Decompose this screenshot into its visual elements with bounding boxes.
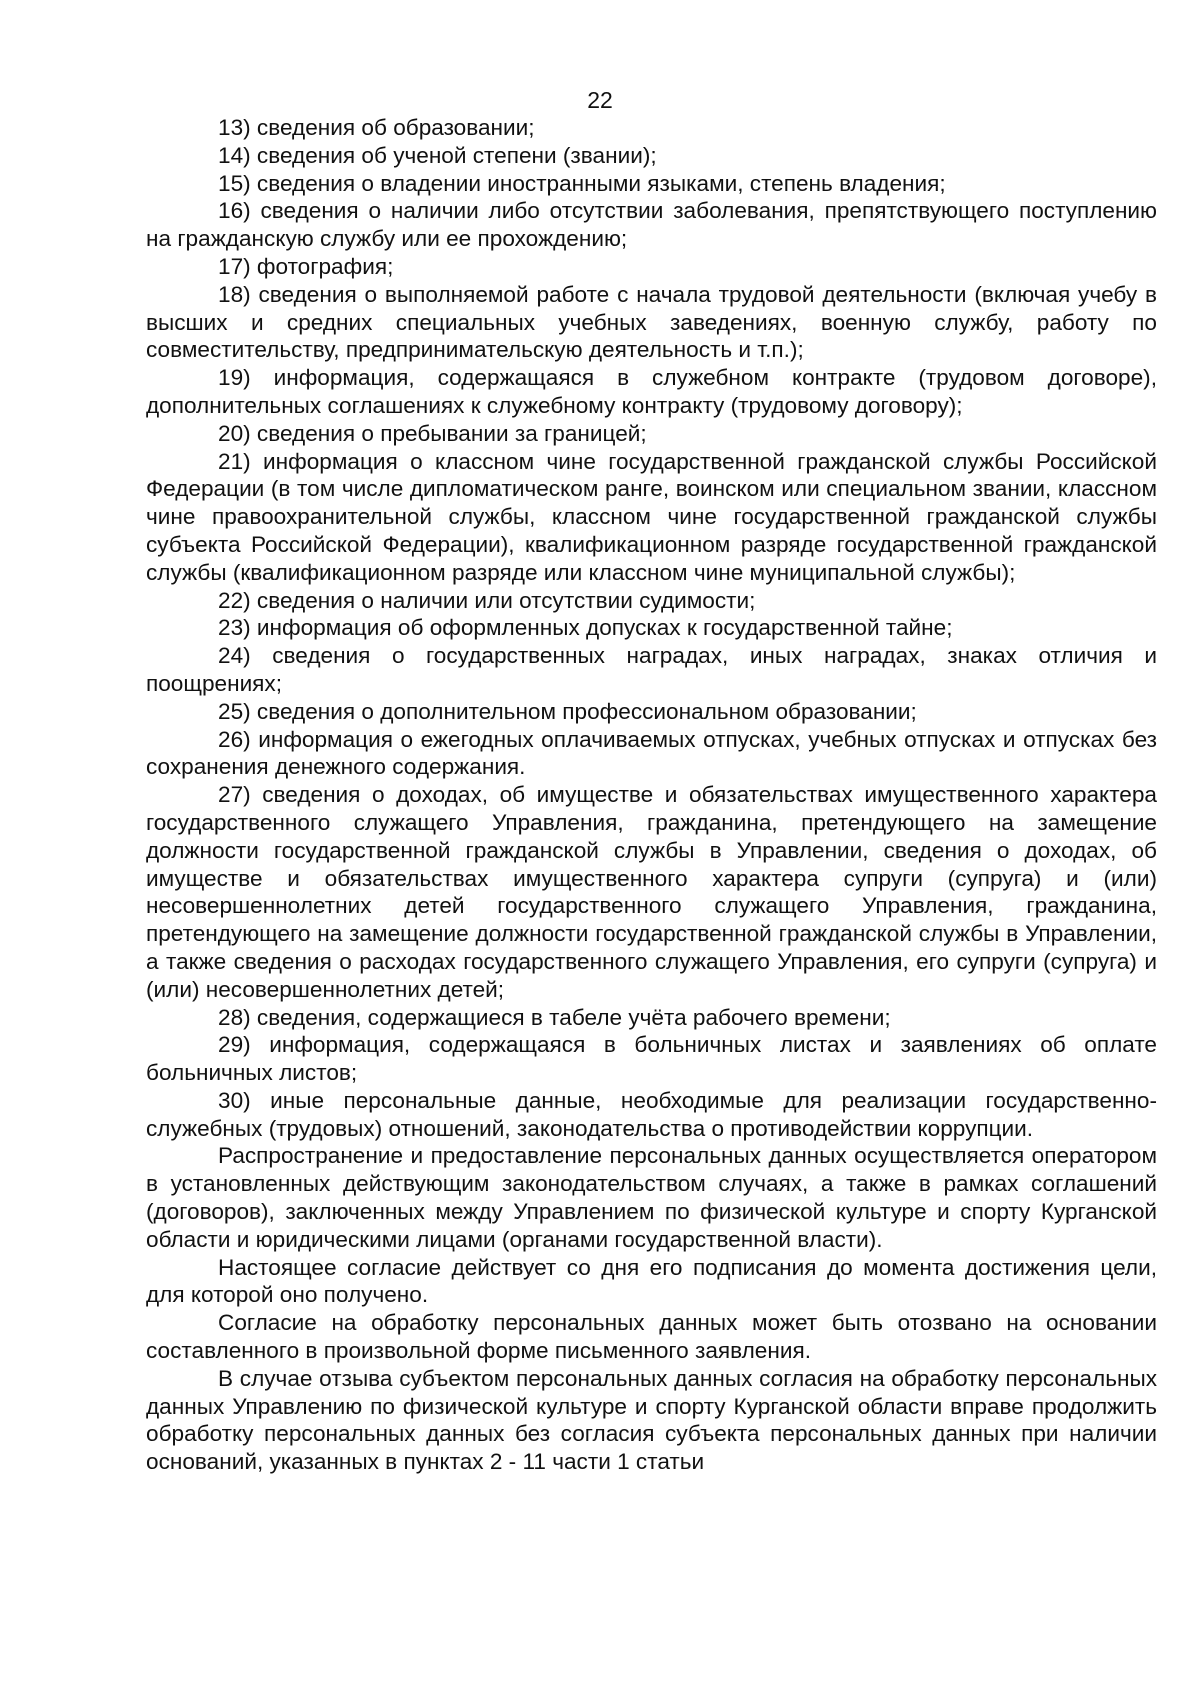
paragraph-validity: Настоящее согласие действует со дня его подписания до момента достижения цели, для которой оно получено. <box>146 1254 1157 1308</box>
list-item-27: 27) сведения о доходах, об имуществе и обязательствах имущественного характера государственного служащего Управления, гражданина, претендующего на замещение должности государственной гражданской службы в Управлении, сведения о доходах, об имуществе и обязательствах имущественного характера супруги (супруга) и (или) несовершеннолетних детей государственного служащего Управления, гражданина, претендующего на замещение должности государственной гражданской службы в Управлении, а также сведения о расходах государственного служащего Управления, его супруги (супруга) и (или) несовершеннолетних детей; <box>146 782 1157 1002</box>
page-number: 22 <box>587 87 613 113</box>
list-item-24: 24) сведения о государственных наградах, иных наградах, знаках отличия и поощрениях; <box>146 643 1157 696</box>
list-item-29: 29) информация, содержащаяся в больничных листах и заявлениях об оплате больничных листов; <box>146 1032 1157 1086</box>
list-item-20: 20) сведения о пребывании за границей; <box>218 420 647 446</box>
paragraph-distribution: Распространение и предоставление персональных данных осуществляется оператором в установленных действующим законодательством случаях, а также в рамках соглашений (договоров), заключенных между Управлением по физической культуре и спорту Курганской области и юридическими лицами (органами государственной власти). <box>146 1143 1157 1252</box>
list-item-13: 13) сведения об образовании; <box>218 115 535 140</box>
list-item-14: 14) сведения об ученой степени (звании); <box>218 142 657 168</box>
list-item-16: 16) сведения о наличии либо отсутствии заболевания, препятствующего поступлению на гражданскую службу или ее прохождению; <box>146 198 1157 252</box>
document-body <box>146 114 1157 1476</box>
list-item-28: 28) сведения, содержащиеся в табеле учёта рабочего времени; <box>218 1004 891 1030</box>
list-item-18: 18) сведения о выполняемой работе с начала трудовой деятельности (включая учебу в высших и средних специальных учебных заведениях, военную службу, работу по совместительству, предпринимательскую деятельность и т.п.); <box>146 281 1157 363</box>
list-item-23: 23) информация об оформленных допусках к государственной тайне; <box>218 615 953 641</box>
list-item-22: 22) сведения о наличии или отсутствии судимости; <box>218 587 756 613</box>
list-item-17: 17) фотография; <box>218 253 394 279</box>
list-item-21: 21) информация о классном чине государственной гражданской службы Российской Федерации (в том числе дипломатическом ранге, воинском или специальном звании, классном чине правоохранительной службы, классном чине государственной гражданской службы субъекта Российской Федерации), квалификационном разряде государственной гражданской службы (квалификационном разряде или классном чине муниципальной службы); <box>146 448 1157 585</box>
list-item-19: 19) информация, содержащаяся в служебном контракте (трудовом договоре), дополнительных соглашениях к служебному контракту (трудовому договору); <box>146 365 1157 418</box>
paragraph-revocation: Согласие на обработку персональных данных может быть отозвано на основании составленного в произвольной форме письменного заявления. <box>146 1310 1157 1364</box>
list-item-26: 26) информация о ежегодных оплачиваемых отпусках, учебных отпусках и отпусках без сохранения денежного содержания. <box>146 726 1157 780</box>
paragraph-continued-processing: В случае отзыва субъектом персональных данных согласия на обработку персональных данных Управлению по физической культуре и спорту Курганской области вправе продолжить обработку персональных данных без согласия субъекта персональных данных при наличии оснований, указанных в пунктах 2 - 11 части 1 статьи <box>146 1365 1157 1475</box>
list-item-25: 25) сведения о дополнительном профессиональном образовании; <box>218 698 917 724</box>
list-item-15: 15) сведения о владении иностранными языками, степень владения; <box>218 170 946 196</box>
list-item-30: 30) иные персональные данные, необходимые для реализации государственно-служебных (трудовых) отношений, законодательства о противодействии коррупции. <box>146 1087 1157 1141</box>
